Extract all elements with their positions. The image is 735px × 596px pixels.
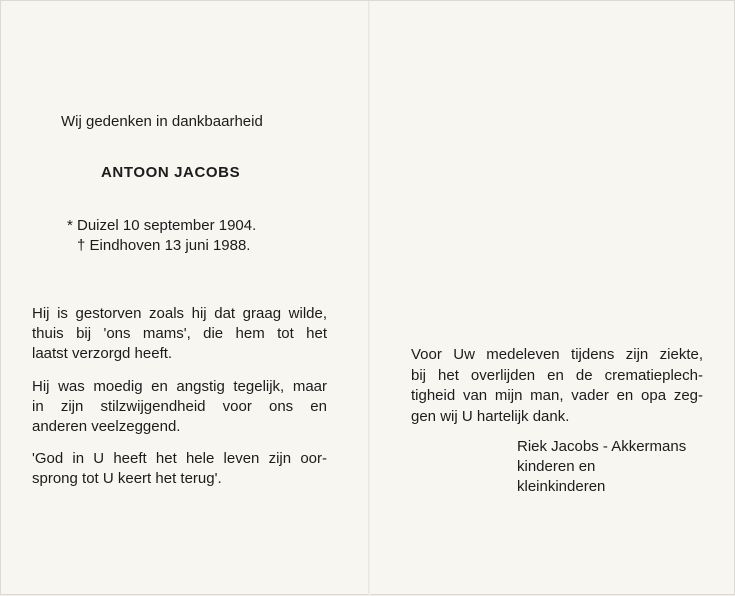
paragraph-line: Hij is gestorven zoals hij dat graag wilde, bbox=[32, 305, 327, 322]
paragraph-character bbox=[32, 377, 327, 437]
intro-text: Wij gedenken in dankbaarheid bbox=[61, 113, 263, 130]
signature-line: kleinkinderen bbox=[517, 478, 606, 495]
signature-block bbox=[517, 437, 686, 497]
thanks-line: Voor Uw medeleven tijdens zijn ziekte, bbox=[411, 346, 703, 363]
paragraph-passing bbox=[32, 304, 327, 364]
birth-line: * Duizel 10 september 1904. bbox=[67, 217, 257, 234]
paragraph-line: Hij was moedig en angstig tegelijk, maar bbox=[32, 378, 327, 395]
thanks-paragraph bbox=[411, 345, 703, 427]
paragraph-line: laatst verzorgd heeft. bbox=[32, 345, 173, 362]
life-dates bbox=[67, 216, 256, 256]
paragraph-line: 'God in U heeft het hele leven zijn oor- bbox=[32, 450, 327, 467]
paragraph-line: thuis bij 'ons mams', die hem tot het bbox=[32, 325, 327, 342]
thanks-line: tigheid van mijn man, vader en opa zeg- bbox=[411, 387, 703, 404]
death-line: † Eindhoven 13 juni 1988. bbox=[77, 237, 251, 254]
left-page bbox=[1, 1, 368, 596]
paragraph-line: in zijn stilzwijgendheid voor ons en bbox=[32, 398, 327, 415]
paragraph-quote bbox=[32, 449, 327, 489]
signature-line: kinderen en bbox=[517, 458, 596, 475]
paragraph-line: sprong tot U keert het terug'. bbox=[32, 470, 222, 487]
paragraph-line: anderen veelzeggend. bbox=[32, 418, 181, 435]
thanks-line: gen wij U hartelijk dank. bbox=[411, 407, 570, 425]
signature-name: Riek Jacobs - Akkermans bbox=[517, 438, 687, 455]
deceased-name: ANTOON JACOBS bbox=[101, 164, 241, 181]
thanks-line: bij het overlijden en de crematieplech- bbox=[411, 366, 703, 384]
right-page bbox=[370, 1, 735, 596]
